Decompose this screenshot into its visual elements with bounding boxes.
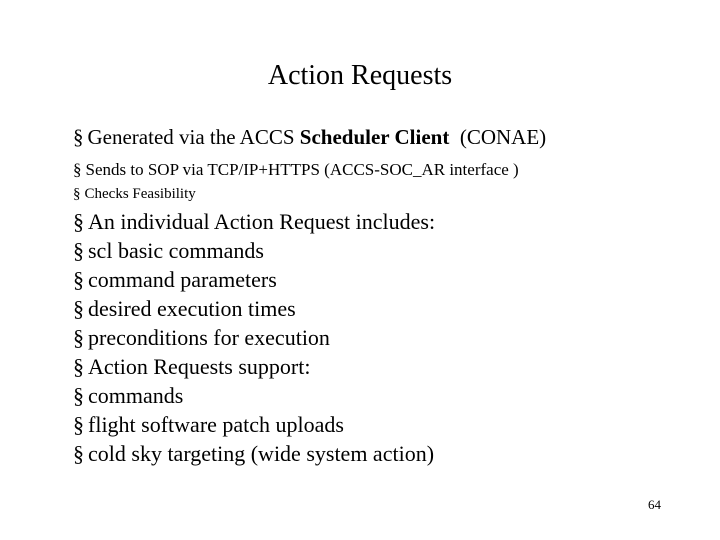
bullet-text: (CONAE): [449, 125, 547, 149]
bullet-text: commands: [88, 383, 184, 408]
bullet-marker: §: [73, 412, 84, 437]
bullet-marker: §: [73, 238, 84, 263]
bullet-item: [73, 411, 344, 439]
bullet-item: [73, 124, 546, 150]
bullet-marker: §: [73, 441, 84, 466]
page-number: 64: [648, 497, 661, 512]
bullet-item: [73, 237, 264, 265]
bullet-item: [73, 295, 296, 323]
bullet-item: [73, 208, 435, 236]
bullet-text: scl basic commands: [88, 238, 264, 263]
bullet-marker: §: [73, 209, 84, 234]
bullet-text: Generated via the ACCS: [87, 125, 300, 149]
bullet-text: preconditions for execution: [88, 325, 330, 350]
bullet-marker: §: [73, 296, 84, 321]
bullet-item: [73, 159, 519, 181]
bullet-text: command parameters: [88, 267, 277, 292]
bullet-item: [73, 324, 330, 352]
bullet-text-bold: Scheduler Client: [299, 125, 450, 149]
bullet-marker: §: [73, 160, 82, 179]
bullet-text: Action Requests support:: [88, 354, 311, 379]
bullet-text: flight software patch uploads: [88, 412, 344, 437]
bullet-text: Sends to SOP via TCP/IP+HTTPS (ACCS-SOC_AR interface ): [85, 160, 519, 179]
bullet-item: [73, 382, 183, 410]
bullet-text: Checks Feasibility: [84, 186, 196, 202]
bullet-marker: §: [73, 354, 84, 379]
bullet-item: [73, 266, 277, 294]
bullet-text: cold sky targeting (wide system action): [88, 441, 435, 466]
bullet-text: desired execution times: [88, 296, 296, 321]
bullet-text: An individual Action Request includes:: [88, 209, 436, 234]
bullet-item: [73, 184, 196, 204]
slide-title: Action Requests: [267, 60, 453, 91]
bullet-marker: §: [73, 325, 84, 350]
bullet-marker: §: [73, 267, 84, 292]
bullet-marker: §: [73, 383, 84, 408]
bullet-marker: §: [73, 125, 84, 149]
bullet-item: [73, 353, 310, 381]
bullet-item: [73, 440, 434, 468]
bullet-marker: §: [73, 186, 81, 202]
